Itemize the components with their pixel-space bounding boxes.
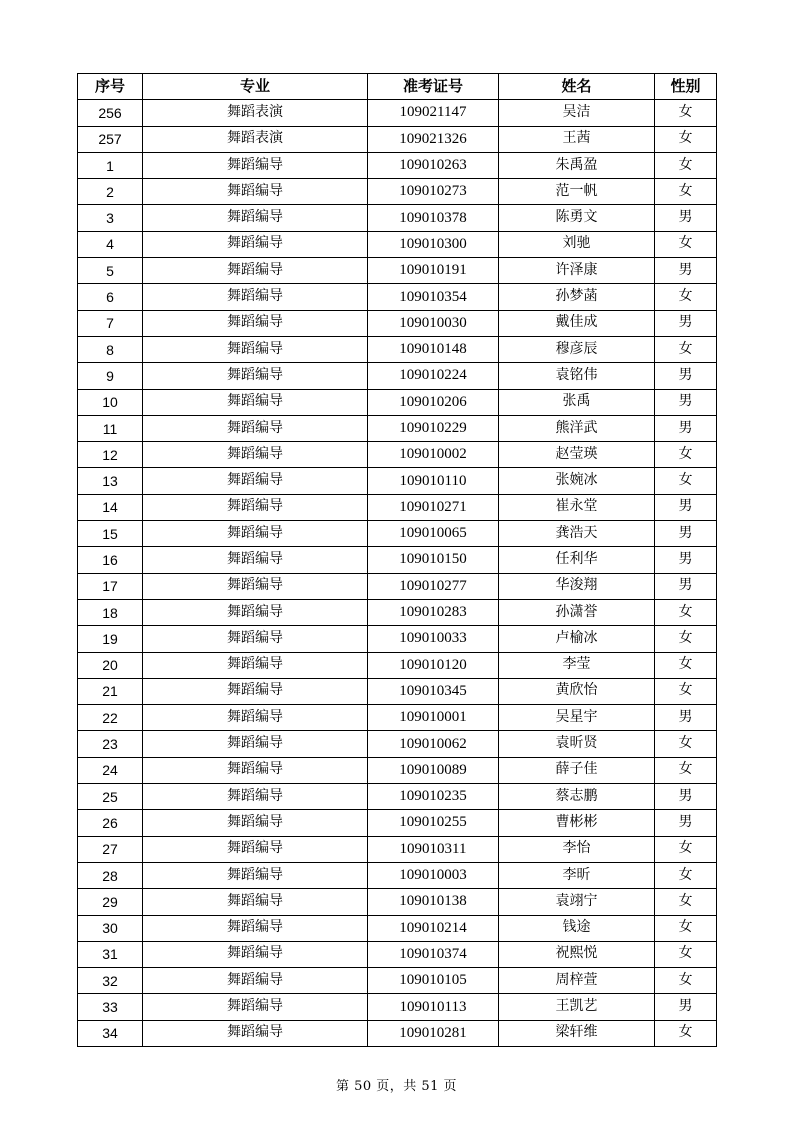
cell-seq: 33 bbox=[78, 994, 143, 1020]
table-row bbox=[78, 784, 717, 810]
cell-exam-number: 109010271 bbox=[368, 494, 499, 520]
cell-major: 舞蹈编导 bbox=[143, 810, 368, 836]
cell-seq: 11 bbox=[78, 415, 143, 441]
cell-seq: 29 bbox=[78, 889, 143, 915]
cell-name: 范一帆 bbox=[499, 179, 655, 205]
cell-gender: 男 bbox=[655, 258, 717, 284]
cell-major: 舞蹈编导 bbox=[143, 547, 368, 573]
cell-exam-number: 109010224 bbox=[368, 363, 499, 389]
cell-gender: 女 bbox=[655, 731, 717, 757]
header-seq: 序号 bbox=[78, 74, 143, 100]
cell-exam-number: 109010300 bbox=[368, 231, 499, 257]
cell-major: 舞蹈编导 bbox=[143, 284, 368, 310]
cell-major: 舞蹈编导 bbox=[143, 231, 368, 257]
cell-major: 舞蹈编导 bbox=[143, 652, 368, 678]
cell-exam-number: 109010113 bbox=[368, 994, 499, 1020]
cell-major: 舞蹈编导 bbox=[143, 626, 368, 652]
cell-name: 袁翊宁 bbox=[499, 889, 655, 915]
cell-gender: 女 bbox=[655, 757, 717, 783]
cell-name: 张禹 bbox=[499, 389, 655, 415]
cell-seq: 13 bbox=[78, 468, 143, 494]
cell-seq: 19 bbox=[78, 626, 143, 652]
cell-exam-number: 109010002 bbox=[368, 442, 499, 468]
cell-major: 舞蹈编导 bbox=[143, 258, 368, 284]
cell-exam-number: 109010229 bbox=[368, 415, 499, 441]
cell-gender: 男 bbox=[655, 994, 717, 1020]
cell-name: 陈勇文 bbox=[499, 205, 655, 231]
cell-gender: 男 bbox=[655, 547, 717, 573]
table-row bbox=[78, 705, 717, 731]
cell-seq: 9 bbox=[78, 363, 143, 389]
cell-exam-number: 109010089 bbox=[368, 757, 499, 783]
cell-gender: 女 bbox=[655, 599, 717, 625]
candidate-roster-table bbox=[77, 73, 717, 1047]
cell-seq: 5 bbox=[78, 258, 143, 284]
table-row bbox=[78, 757, 717, 783]
header-major: 专业 bbox=[143, 74, 368, 100]
cell-seq: 7 bbox=[78, 310, 143, 336]
table-row bbox=[78, 599, 717, 625]
cell-gender: 女 bbox=[655, 442, 717, 468]
cell-seq: 25 bbox=[78, 784, 143, 810]
table-row bbox=[78, 573, 717, 599]
cell-gender: 男 bbox=[655, 363, 717, 389]
table-row bbox=[78, 179, 717, 205]
table-body bbox=[78, 100, 717, 1047]
cell-exam-number: 109010065 bbox=[368, 521, 499, 547]
cell-gender: 女 bbox=[655, 652, 717, 678]
cell-major: 舞蹈编导 bbox=[143, 678, 368, 704]
table-row bbox=[78, 494, 717, 520]
cell-seq: 32 bbox=[78, 968, 143, 994]
cell-exam-number: 109010273 bbox=[368, 179, 499, 205]
cell-seq: 34 bbox=[78, 1020, 143, 1046]
cell-name: 钱途 bbox=[499, 915, 655, 941]
table-row bbox=[78, 731, 717, 757]
cell-major: 舞蹈编导 bbox=[143, 968, 368, 994]
table-row bbox=[78, 521, 717, 547]
cell-major: 舞蹈编导 bbox=[143, 205, 368, 231]
cell-major: 舞蹈编导 bbox=[143, 363, 368, 389]
table-row bbox=[78, 941, 717, 967]
table-row bbox=[78, 994, 717, 1020]
cell-seq: 256 bbox=[78, 100, 143, 126]
cell-seq: 21 bbox=[78, 678, 143, 704]
cell-name: 崔永堂 bbox=[499, 494, 655, 520]
header-gender: 性别 bbox=[655, 74, 717, 100]
table-row bbox=[78, 284, 717, 310]
cell-major: 舞蹈编导 bbox=[143, 152, 368, 178]
cell-seq: 26 bbox=[78, 810, 143, 836]
cell-gender: 男 bbox=[655, 494, 717, 520]
cell-major: 舞蹈编导 bbox=[143, 468, 368, 494]
cell-seq: 31 bbox=[78, 941, 143, 967]
table-row bbox=[78, 652, 717, 678]
cell-major: 舞蹈编导 bbox=[143, 599, 368, 625]
cell-major: 舞蹈编导 bbox=[143, 521, 368, 547]
cell-exam-number: 109010033 bbox=[368, 626, 499, 652]
cell-name: 戴佳成 bbox=[499, 310, 655, 336]
cell-name: 吴洁 bbox=[499, 100, 655, 126]
cell-name: 薛子佳 bbox=[499, 757, 655, 783]
cell-gender: 女 bbox=[655, 468, 717, 494]
table-row bbox=[78, 389, 717, 415]
cell-seq: 12 bbox=[78, 442, 143, 468]
cell-major: 舞蹈编导 bbox=[143, 862, 368, 888]
cell-seq: 15 bbox=[78, 521, 143, 547]
cell-exam-number: 109010263 bbox=[368, 152, 499, 178]
cell-major: 舞蹈编导 bbox=[143, 889, 368, 915]
cell-exam-number: 109010354 bbox=[368, 284, 499, 310]
cell-name: 朱禹盈 bbox=[499, 152, 655, 178]
cell-exam-number: 109010105 bbox=[368, 968, 499, 994]
cell-exam-number: 109010138 bbox=[368, 889, 499, 915]
table-row bbox=[78, 810, 717, 836]
cell-major: 舞蹈编导 bbox=[143, 179, 368, 205]
cell-seq: 257 bbox=[78, 126, 143, 152]
cell-name: 许泽康 bbox=[499, 258, 655, 284]
cell-gender: 女 bbox=[655, 915, 717, 941]
cell-major: 舞蹈编导 bbox=[143, 705, 368, 731]
cell-major: 舞蹈编导 bbox=[143, 941, 368, 967]
cell-seq: 4 bbox=[78, 231, 143, 257]
cell-exam-number: 109010378 bbox=[368, 205, 499, 231]
cell-name: 龚浩天 bbox=[499, 521, 655, 547]
cell-name: 孙梦菡 bbox=[499, 284, 655, 310]
table-row bbox=[78, 231, 717, 257]
cell-exam-number: 109010345 bbox=[368, 678, 499, 704]
cell-name: 穆彦辰 bbox=[499, 336, 655, 362]
cell-major: 舞蹈编导 bbox=[143, 415, 368, 441]
table-row bbox=[78, 862, 717, 888]
cell-gender: 男 bbox=[655, 415, 717, 441]
cell-major: 舞蹈表演 bbox=[143, 100, 368, 126]
cell-exam-number: 109010374 bbox=[368, 941, 499, 967]
cell-seq: 30 bbox=[78, 915, 143, 941]
cell-seq: 22 bbox=[78, 705, 143, 731]
cell-name: 李昕 bbox=[499, 862, 655, 888]
table-row bbox=[78, 126, 717, 152]
cell-gender: 女 bbox=[655, 336, 717, 362]
cell-exam-number: 109010311 bbox=[368, 836, 499, 862]
cell-exam-number: 109010148 bbox=[368, 336, 499, 362]
table-row bbox=[78, 442, 717, 468]
cell-gender: 女 bbox=[655, 626, 717, 652]
cell-seq: 1 bbox=[78, 152, 143, 178]
cell-seq: 23 bbox=[78, 731, 143, 757]
cell-name: 赵莹瑛 bbox=[499, 442, 655, 468]
cell-name: 任利华 bbox=[499, 547, 655, 573]
table-row bbox=[78, 968, 717, 994]
cell-gender: 男 bbox=[655, 573, 717, 599]
cell-seq: 27 bbox=[78, 836, 143, 862]
cell-name: 华浚翔 bbox=[499, 573, 655, 599]
cell-gender: 男 bbox=[655, 310, 717, 336]
cell-seq: 17 bbox=[78, 573, 143, 599]
cell-name: 张婉冰 bbox=[499, 468, 655, 494]
cell-seq: 20 bbox=[78, 652, 143, 678]
cell-name: 李莹 bbox=[499, 652, 655, 678]
cell-name: 祝熙悦 bbox=[499, 941, 655, 967]
table-row bbox=[78, 258, 717, 284]
table-row bbox=[78, 836, 717, 862]
cell-gender: 男 bbox=[655, 389, 717, 415]
cell-seq: 10 bbox=[78, 389, 143, 415]
cell-exam-number: 109010235 bbox=[368, 784, 499, 810]
cell-name: 周梓萱 bbox=[499, 968, 655, 994]
table-row bbox=[78, 310, 717, 336]
cell-name: 王凯艺 bbox=[499, 994, 655, 1020]
cell-name: 吴星宇 bbox=[499, 705, 655, 731]
table-row bbox=[78, 336, 717, 362]
cell-gender: 女 bbox=[655, 941, 717, 967]
cell-gender: 女 bbox=[655, 152, 717, 178]
cell-seq: 2 bbox=[78, 179, 143, 205]
cell-gender: 女 bbox=[655, 100, 717, 126]
table-row bbox=[78, 678, 717, 704]
cell-gender: 男 bbox=[655, 784, 717, 810]
table-row bbox=[78, 100, 717, 126]
cell-exam-number: 109010030 bbox=[368, 310, 499, 336]
cell-major: 舞蹈编导 bbox=[143, 494, 368, 520]
cell-exam-number: 109010120 bbox=[368, 652, 499, 678]
table-row bbox=[78, 468, 717, 494]
cell-name: 孙潇誉 bbox=[499, 599, 655, 625]
cell-exam-number: 109010206 bbox=[368, 389, 499, 415]
cell-name: 袁铭伟 bbox=[499, 363, 655, 389]
cell-major: 舞蹈编导 bbox=[143, 784, 368, 810]
cell-gender: 女 bbox=[655, 231, 717, 257]
cell-exam-number: 109010283 bbox=[368, 599, 499, 625]
cell-name: 卢榆冰 bbox=[499, 626, 655, 652]
cell-exam-number: 109010003 bbox=[368, 862, 499, 888]
cell-name: 曹彬彬 bbox=[499, 810, 655, 836]
table-header bbox=[78, 74, 717, 100]
cell-seq: 16 bbox=[78, 547, 143, 573]
table-row bbox=[78, 152, 717, 178]
cell-major: 舞蹈编导 bbox=[143, 757, 368, 783]
cell-major: 舞蹈编导 bbox=[143, 836, 368, 862]
cell-major: 舞蹈表演 bbox=[143, 126, 368, 152]
cell-exam-number: 109010001 bbox=[368, 705, 499, 731]
page-footer: 第 50 页，共 51 页 bbox=[335, 1079, 458, 1094]
cell-gender: 女 bbox=[655, 968, 717, 994]
cell-exam-number: 109010150 bbox=[368, 547, 499, 573]
header-name: 姓名 bbox=[499, 74, 655, 100]
cell-name: 李怡 bbox=[499, 836, 655, 862]
cell-major: 舞蹈编导 bbox=[143, 915, 368, 941]
cell-major: 舞蹈编导 bbox=[143, 442, 368, 468]
cell-gender: 女 bbox=[655, 836, 717, 862]
cell-exam-number: 109010281 bbox=[368, 1020, 499, 1046]
cell-name: 刘驰 bbox=[499, 231, 655, 257]
cell-seq: 6 bbox=[78, 284, 143, 310]
cell-gender: 女 bbox=[655, 126, 717, 152]
header-row bbox=[78, 74, 717, 100]
cell-exam-number: 109010110 bbox=[368, 468, 499, 494]
cell-major: 舞蹈编导 bbox=[143, 994, 368, 1020]
cell-name: 黄欣怡 bbox=[499, 678, 655, 704]
cell-seq: 3 bbox=[78, 205, 143, 231]
cell-major: 舞蹈编导 bbox=[143, 389, 368, 415]
table-row bbox=[78, 205, 717, 231]
table-row bbox=[78, 889, 717, 915]
table-row bbox=[78, 363, 717, 389]
cell-gender: 女 bbox=[655, 678, 717, 704]
cell-major: 舞蹈编导 bbox=[143, 573, 368, 599]
cell-gender: 男 bbox=[655, 205, 717, 231]
cell-gender: 女 bbox=[655, 1020, 717, 1046]
cell-gender: 女 bbox=[655, 862, 717, 888]
table-row bbox=[78, 547, 717, 573]
cell-exam-number: 109010062 bbox=[368, 731, 499, 757]
cell-name: 梁轩维 bbox=[499, 1020, 655, 1046]
cell-seq: 28 bbox=[78, 862, 143, 888]
cell-gender: 男 bbox=[655, 705, 717, 731]
cell-gender: 男 bbox=[655, 521, 717, 547]
cell-exam-number: 109010191 bbox=[368, 258, 499, 284]
cell-exam-number: 109010277 bbox=[368, 573, 499, 599]
header-exam-number: 准考证号 bbox=[368, 74, 499, 100]
cell-seq: 14 bbox=[78, 494, 143, 520]
cell-major: 舞蹈编导 bbox=[143, 310, 368, 336]
cell-seq: 8 bbox=[78, 336, 143, 362]
cell-gender: 女 bbox=[655, 284, 717, 310]
cell-exam-number: 109010214 bbox=[368, 915, 499, 941]
cell-seq: 24 bbox=[78, 757, 143, 783]
table-row bbox=[78, 626, 717, 652]
table-row bbox=[78, 915, 717, 941]
cell-gender: 女 bbox=[655, 179, 717, 205]
cell-gender: 女 bbox=[655, 889, 717, 915]
cell-name: 王茜 bbox=[499, 126, 655, 152]
cell-seq: 18 bbox=[78, 599, 143, 625]
cell-major: 舞蹈编导 bbox=[143, 336, 368, 362]
table-row bbox=[78, 1020, 717, 1046]
cell-major: 舞蹈编导 bbox=[143, 731, 368, 757]
cell-major: 舞蹈编导 bbox=[143, 1020, 368, 1046]
cell-name: 蔡志鹏 bbox=[499, 784, 655, 810]
cell-gender: 男 bbox=[655, 810, 717, 836]
cell-name: 熊洋武 bbox=[499, 415, 655, 441]
cell-exam-number: 109021326 bbox=[368, 126, 499, 152]
table-row bbox=[78, 415, 717, 441]
cell-exam-number: 109010255 bbox=[368, 810, 499, 836]
cell-name: 袁昕贤 bbox=[499, 731, 655, 757]
cell-exam-number: 109021147 bbox=[368, 100, 499, 126]
